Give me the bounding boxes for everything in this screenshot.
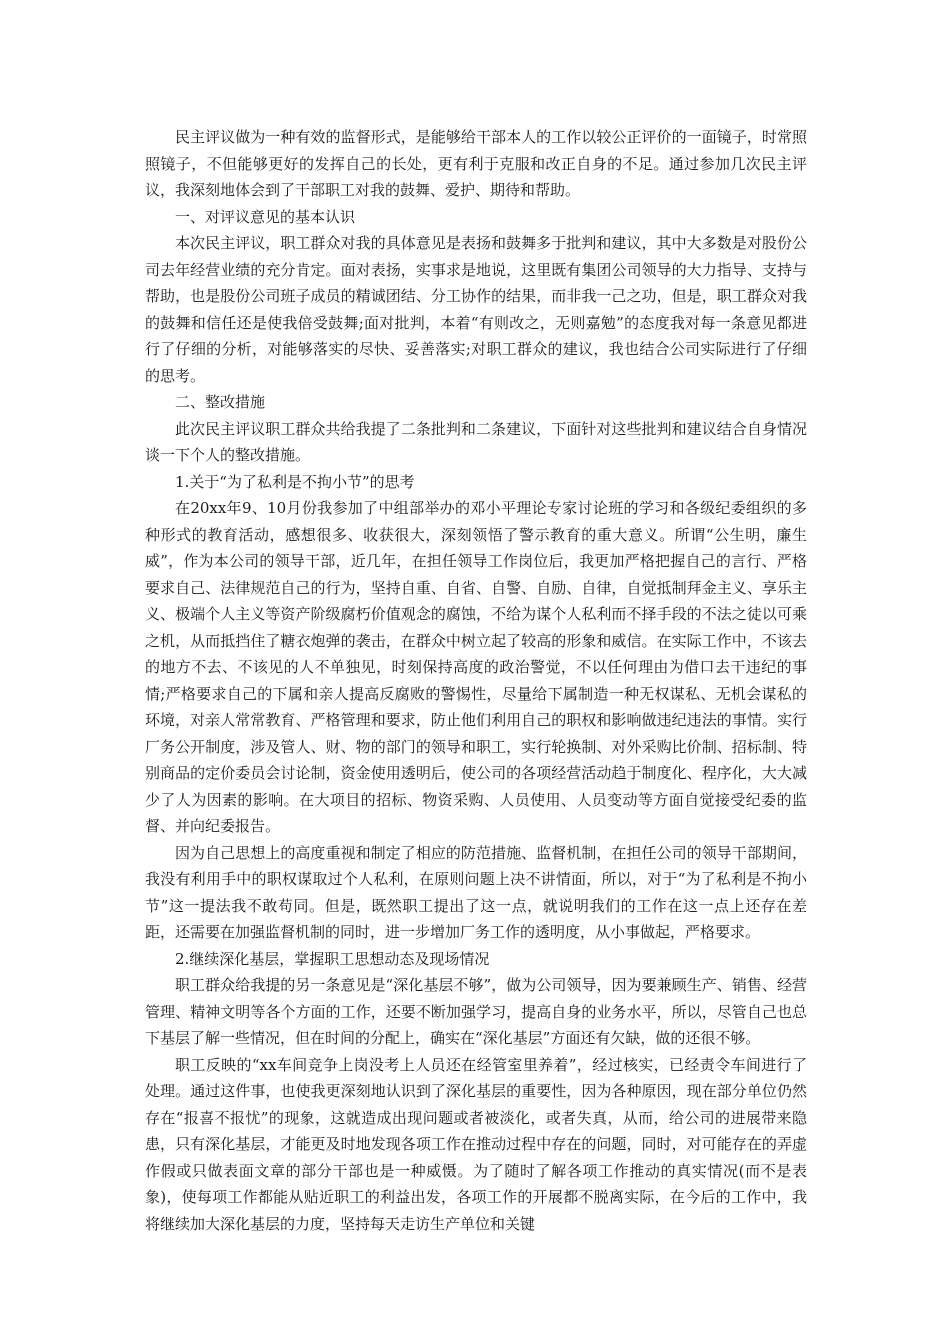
section-heading-2: 二、整改措施: [175, 393, 266, 411]
subsection-heading-2: 2.继续深化基层，掌握职工思想动态及现场情况: [175, 949, 490, 968]
paragraph-integrity: 在20xx年9、10月份我参加了中组部举办的邓小平理论专家讨论班的学习和各级纪委组织的多种形式的教育活动，感想很多、收获很大，深刻领悟了警示教育的重大意义。所谓“公生明，廉生威”，作为本公司的领导干部，近几年，在担任领导工作岗位后，我更加严格把握自己的言行、严格要求自己、法律规范自己的行为，坚持自重、自省、自警、自励、自律，自觉抵制拜金主义、享乐主义、极端个人主义等资产阶级腐朽价值观念的腐蚀，不给为谋个人私利而不择手段的不法之徒以可乘之机，从而抵挡住了糖衣炮弹的袭击，在群众中树立起了较高的形象和威信。在实际工作中，不该去的地方不去、不该见的人不单独见，时刻保持高度的政治警觉，不以任何理由为借口去干违纪的事情;严格要求自己的下属和亲人提高反腐败的警惕性，尽量给下属制造一种无权谋私、无机会谋私的环境，对亲人常常教育、严格管理和要求，防止他们利用自己的职权和影响做违纪违法的事情。实行厂务公开制度，涉及管人、财、物的部门的领导和职工，实行轮换制、对外采购比价制、招标制、特别商品的定价委员会讨论制，资金使用透明后，使公司的各项经营活动趋于制度化、程序化，大大减少了人为因素的影响。在大项目的招标、物资采购、人员使用、人员变动等方面自觉接受纪委的监督、并向纪委报告。: [145, 499, 807, 835]
subsection-heading-1: 1.关于“为了私利是不拘小节”的思考: [175, 472, 415, 491]
paragraph-grassroots-opinion: 职工群众给我提的另一条意见是“深化基层不够”，做为公司领导，因为要兼顾生产、销售、经营管理、精神文明等各个方面的工作，还要不断加强学习，提高自身的业务水平，所以，尽管自己也总下基层了解一些情况，但在时间的分配上，确实在“深化基层”方面还有欠缺，做的还很不够。: [145, 976, 807, 1047]
paragraph-review-recognition: 本次民主评议，职工群众对我的具体意见是表扬和鼓舞多于批判和建议，其中大多数是对股份公司去年经营业绩的充分肯定。面对表扬，实事求是地说，这里既有集团公司领导的大力指导、支持与帮助，也是股份公司班子成员的精诚团结、分工协作的结果，而非我一己之功，但是，职工群众对我的鼓舞和信任还是使我倍受鼓舞;面对批判，本着“有则改之，无则嘉勉”的态度我对每一条意见都进行了仔细的分析，对能够落实的尽快、妥善落实;对职工群众的建议，我也结合公司实际进行了仔细的思考。: [145, 234, 807, 385]
section-heading-1: 一、对评议意见的基本认识: [175, 207, 356, 226]
paragraph-measures-intro: 此次民主评议职工群众共给我提了二条批判和二条建议，下面针对这些批判和建议结合自身情况谈一下个人的整改措施。: [145, 419, 807, 464]
paragraph-grassroots-action: 职工反映的“xx车间竞争上岗没考上人员还在经管室里养着”，经过核实，已经责令车间进行了处理。通过这件事，也使我更深刻地认识到了深化基层的重要性，因为各种原因，现在部分单位仍然存在“报喜不报忧”的现象，这就造成出现问题或者被淡化，或者失真，从而，给公司的进展带来隐患，只有深化基层，才能更及时地发现各项工作在推动过程中存在的问题，同时，对可能存在的弄虚作假或只做表面文章的部分干部也是一种威慑。为了随时了解各项工作推动的真实情况(而不是表象)，使每项工作都能从贴近职工的利益出发，各项工作的开展都不脱离实际，在今后的工作中，我将继续加大深化基层的力度，坚持每天走访生产单位和关键: [145, 1055, 807, 1233]
intro-paragraph: 民主评议做为一种有效的监督形式，是能够给干部本人的工作以较公正评价的一面镜子，时常照照镜子，不但能够更好的发挥自己的长处，更有利于克服和改正自身的不足。通过参加几次民主评议，我深刻地体会到了干部职工对我的鼓舞、爱护、期待和帮助。: [145, 128, 807, 199]
document-page: [145, 124, 807, 1237]
paragraph-integrity-conclusion: 因为自己思想上的高度重视和制定了相应的防范措施、监督机制，在担任公司的领导干部期间，我没有利用手中的职权谋取过个人私利，在原则问题上决不讲情面，所以，对于“为了私利是不拘小节”这一提法我不敢苟同。但是，既然职工提出了这一点，就说明我们的工作在这一点上还存在差距，还需要在加强监督机制的同时，进一步增加厂务工作的透明度，从小事做起，严格要求。: [145, 843, 807, 941]
